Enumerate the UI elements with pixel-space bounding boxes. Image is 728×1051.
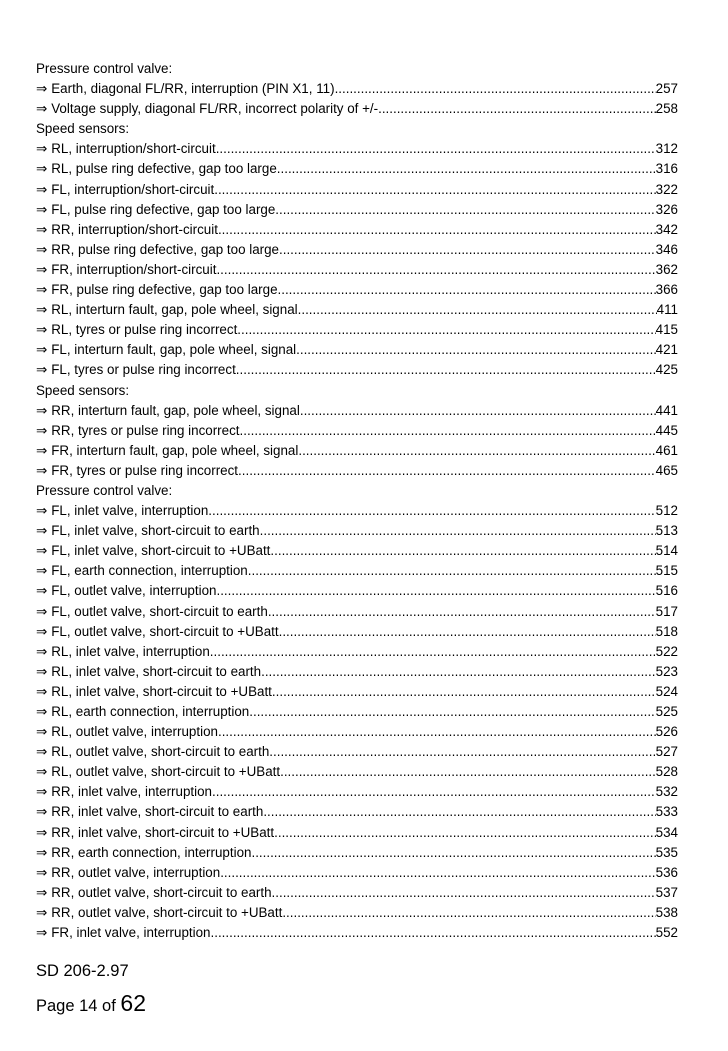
- toc-entry-page: 425: [655, 362, 678, 378]
- arrow-icon: ⇒: [36, 563, 48, 579]
- toc-entry: [36, 320, 678, 340]
- toc-entry-page: 312: [655, 141, 678, 157]
- arrow-icon: ⇒: [36, 704, 48, 719]
- toc-entry-page: 532: [655, 784, 678, 800]
- toc-entry: [36, 642, 678, 662]
- toc-entry-page: 537: [655, 884, 678, 900]
- toc-entry: [36, 461, 678, 481]
- toc-entry-label: FR, inlet valve, interruption: [51, 925, 211, 941]
- toc-entry: [36, 883, 678, 903]
- toc-entry-label: RL, tyres or pulse ring incorrect: [51, 322, 238, 338]
- toc-entry: [36, 441, 678, 461]
- toc-entry: [36, 180, 678, 200]
- toc-entry-page: 516: [655, 583, 678, 599]
- toc-entry-label: RL, interturn fault, gap, pole wheel, signal: [51, 302, 298, 318]
- arrow-icon: ⇒: [36, 442, 48, 458]
- dot-leader: [277, 159, 656, 179]
- toc-entry: [36, 401, 678, 421]
- arrow-icon: ⇒: [36, 683, 48, 699]
- arrow-icon: ⇒: [36, 523, 48, 539]
- dot-leader: [261, 662, 656, 682]
- arrow-icon: ⇒: [36, 181, 48, 197]
- dot-leader: [270, 541, 655, 561]
- dot-leader: [248, 561, 656, 581]
- toc-entry-page: 525: [655, 704, 678, 719]
- dot-leader: [238, 461, 656, 481]
- toc-entry: [36, 240, 678, 260]
- dot-leader: [218, 220, 656, 240]
- dot-leader: [274, 823, 656, 843]
- toc-list: [36, 59, 678, 943]
- toc-entry-page: 346: [655, 241, 678, 257]
- toc-entry-label: RL, pulse ring defective, gap too large: [51, 161, 277, 177]
- toc-entry: [36, 501, 678, 521]
- arrow-icon: ⇒: [36, 201, 48, 217]
- dot-leader: [335, 79, 656, 99]
- arrow-icon: ⇒: [36, 804, 48, 820]
- toc-entry-label: FR, pulse ring defective, gap too large: [51, 282, 278, 298]
- dot-leader: [214, 180, 655, 200]
- dot-leader: [218, 722, 656, 742]
- toc-entry-page: 535: [655, 844, 678, 860]
- toc-entry: [36, 823, 678, 843]
- toc-entry: [36, 200, 678, 220]
- arrow-icon: ⇒: [36, 302, 48, 318]
- toc-entry-page: 552: [655, 925, 678, 941]
- toc-entry-label: FL, interturn fault, gap, pole wheel, signal: [51, 342, 297, 358]
- toc-entry-page: 415: [655, 322, 678, 338]
- toc-entry: [36, 139, 678, 159]
- toc-entry-page: 445: [655, 422, 678, 438]
- toc-entry-label: FL, outlet valve, short-circuit to earth: [51, 603, 268, 619]
- dot-leader: [298, 441, 655, 461]
- arrow-icon: ⇒: [36, 221, 48, 237]
- arrow-icon: ⇒: [36, 864, 48, 880]
- arrow-icon: ⇒: [36, 141, 48, 157]
- toc-entry-label: RL, inlet valve, short-circuit to +UBatt: [51, 683, 272, 699]
- toc-entry-label: FL, inlet valve, short-circuit to +UBatt: [51, 543, 271, 559]
- toc-entry-label: RR, interturn fault, gap, pole wheel, signal: [51, 402, 300, 418]
- toc-entry: [36, 541, 678, 561]
- page-indicator-prefix: Page 14 of: [36, 997, 121, 1015]
- toc-entry-label: RR, inlet valve, short-circuit to earth: [51, 804, 264, 820]
- dot-leader: [216, 260, 655, 280]
- dot-leader: [280, 762, 656, 782]
- toc-entry-label: RL, outlet valve, interruption: [51, 724, 218, 740]
- toc-entry: [36, 782, 678, 802]
- toc-entry-label: RR, outlet valve, short-circuit to earth: [51, 884, 272, 900]
- section-heading: Speed sensors:: [36, 382, 130, 398]
- toc-entry: [36, 561, 678, 581]
- toc-entry-label: Earth, diagonal FL/RR, interruption (PIN X1, 11): [51, 81, 335, 97]
- toc-entry: [36, 360, 678, 380]
- dot-leader: [216, 581, 655, 601]
- arrow-icon: ⇒: [36, 925, 48, 941]
- arrow-icon: ⇒: [36, 462, 48, 478]
- toc-entry-page: 342: [655, 221, 678, 237]
- dot-leader: [378, 99, 656, 119]
- toc-entry-label: FL, tyres or pulse ring incorrect: [51, 362, 236, 378]
- dot-leader: [279, 622, 656, 642]
- toc-entry-label: RR, inlet valve, short-circuit to +UBatt: [51, 824, 275, 840]
- toc-entry-page: 526: [655, 724, 678, 740]
- toc-entry-label: RR, tyres or pulse ring incorrect: [51, 422, 240, 438]
- toc-entry: [36, 99, 678, 119]
- toc-entry-page: 366: [655, 282, 678, 298]
- section-heading: Pressure control valve:: [36, 482, 173, 498]
- toc-entry-page: 524: [655, 683, 678, 699]
- dot-leader: [249, 702, 655, 722]
- arrow-icon: ⇒: [36, 282, 48, 298]
- toc-entry-label: FL, interruption/short-circuit: [51, 181, 215, 197]
- dot-leader: [251, 843, 655, 863]
- toc-entry: [36, 340, 678, 360]
- arrow-icon: ⇒: [36, 904, 48, 920]
- dot-leader: [272, 682, 656, 702]
- toc-entry: [36, 622, 678, 642]
- toc-entry-page: 523: [655, 663, 678, 679]
- toc-entry-page: 533: [655, 804, 678, 820]
- toc-entry: [36, 662, 678, 682]
- page-footer: [36, 960, 336, 1021]
- dot-leader: [296, 340, 656, 360]
- toc-entry: [36, 863, 678, 883]
- dot-leader: [240, 421, 656, 441]
- page-indicator: [36, 988, 336, 1021]
- arrow-icon: ⇒: [36, 884, 48, 900]
- arrow-icon: ⇒: [36, 402, 48, 418]
- toc-entry-label: RR, outlet valve, short-circuit to +UBatt: [51, 904, 283, 920]
- toc-entry-label: RR, inlet valve, interruption: [51, 784, 212, 800]
- toc-entry-page: 257: [655, 81, 678, 97]
- dot-leader: [278, 280, 656, 300]
- arrow-icon: ⇒: [36, 784, 48, 800]
- arrow-icon: ⇒: [36, 724, 48, 740]
- dot-leader: [260, 521, 656, 541]
- toc-entry: [36, 762, 678, 782]
- document-code: SD 206-2.97: [36, 962, 129, 980]
- toc-entry: [36, 300, 678, 320]
- arrow-icon: ⇒: [36, 824, 48, 840]
- toc-entry-page: 362: [655, 261, 678, 277]
- toc-entry-page: 534: [655, 824, 678, 840]
- dot-leader: [208, 501, 655, 521]
- dot-leader: [216, 139, 656, 159]
- toc-entry-label: FL, outlet valve, short-circuit to +UBatt: [51, 623, 279, 639]
- toc-entry-page: 465: [655, 462, 678, 478]
- toc-entry: [36, 280, 678, 300]
- toc-entry-page: 322: [655, 181, 678, 197]
- arrow-icon: ⇒: [36, 543, 48, 559]
- arrow-icon: ⇒: [36, 161, 48, 177]
- toc-entry-label: RR, earth connection, interruption: [51, 844, 252, 860]
- toc-entry-label: RR, outlet valve, interruption: [51, 864, 221, 880]
- toc-entry-page: 258: [655, 101, 678, 117]
- toc-entry-page: 527: [655, 744, 678, 760]
- toc-entry-page: 536: [655, 864, 678, 880]
- arrow-icon: ⇒: [36, 422, 48, 438]
- section-heading: Pressure control valve:: [36, 61, 173, 76]
- toc-entry-label: FR, interturn fault, gap, pole wheel, signal: [51, 442, 299, 458]
- toc-entry: [36, 521, 678, 541]
- toc-entry-page: 441: [655, 402, 678, 418]
- dot-leader: [212, 782, 656, 802]
- toc-entry: [36, 742, 678, 762]
- dot-leader: [236, 360, 656, 380]
- toc-entry: [36, 602, 678, 622]
- toc-entry: [36, 903, 678, 923]
- toc-entry-page: 513: [655, 523, 678, 539]
- arrow-icon: ⇒: [36, 362, 48, 378]
- toc-entry-label: RL, earth connection, interruption: [51, 704, 250, 719]
- toc-entry-label: RL, inlet valve, short-circuit to earth: [51, 663, 262, 679]
- toc-entry-label: FR, interruption/short-circuit: [51, 261, 217, 277]
- toc-entry-page: 421: [655, 342, 678, 358]
- toc-entry-page: 515: [655, 563, 678, 579]
- arrow-icon: ⇒: [36, 322, 48, 338]
- arrow-icon: ⇒: [36, 81, 48, 97]
- toc-entry: [36, 843, 678, 863]
- toc-entry-label: FL, inlet valve, interruption: [51, 503, 209, 519]
- arrow-icon: ⇒: [36, 764, 48, 780]
- arrow-icon: ⇒: [36, 744, 48, 760]
- toc-entry-page: 528: [655, 764, 678, 780]
- toc-entry-label: RL, outlet valve, short-circuit to +UBatt: [51, 764, 281, 780]
- arrow-icon: ⇒: [36, 503, 48, 519]
- arrow-icon: ⇒: [36, 643, 48, 659]
- dot-leader: [279, 240, 656, 260]
- toc-entry: [36, 220, 678, 240]
- dot-leader: [272, 883, 656, 903]
- toc-entry-label: FL, inlet valve, short-circuit to earth: [51, 523, 260, 539]
- arrow-icon: ⇒: [36, 623, 48, 639]
- toc-entry: [36, 421, 678, 441]
- dot-leader: [298, 300, 657, 320]
- toc-entry-label: FL, pulse ring defective, gap too large: [51, 201, 276, 217]
- toc-entry-label: FL, earth connection, interruption: [51, 563, 248, 579]
- toc-entry: [36, 159, 678, 179]
- toc-entry-page: 538: [655, 904, 678, 920]
- section-heading: Speed sensors:: [36, 121, 130, 137]
- toc-entry-page: 514: [655, 543, 678, 559]
- toc-entry-label: Voltage supply, diagonal FL/RR, incorrect polarity of +/-: [51, 101, 379, 117]
- arrow-icon: ⇒: [36, 844, 48, 860]
- arrow-icon: ⇒: [36, 603, 48, 619]
- toc-entry: [36, 260, 678, 280]
- arrow-icon: ⇒: [36, 261, 48, 277]
- toc-entry-label: FR, tyres or pulse ring incorrect: [51, 462, 239, 478]
- dot-leader: [269, 742, 655, 762]
- arrow-icon: ⇒: [36, 342, 48, 358]
- dot-leader: [237, 320, 655, 340]
- toc-entry-page: 522: [655, 643, 678, 659]
- toc-entry: [36, 722, 678, 742]
- dot-leader: [275, 200, 655, 220]
- dot-leader: [211, 923, 656, 943]
- toc-entry-page: 517: [655, 603, 678, 619]
- toc-entry-label: RR, pulse ring defective, gap too large: [51, 241, 280, 257]
- dot-leader: [210, 642, 656, 662]
- toc-entry-page: 411: [656, 302, 678, 318]
- toc-entry-page: 316: [655, 161, 678, 177]
- arrow-icon: ⇒: [36, 663, 48, 679]
- toc-entry: [36, 79, 678, 99]
- dot-leader: [268, 602, 656, 622]
- toc-entry-page: 518: [655, 623, 678, 639]
- toc-entry-label: RL, inlet valve, interruption: [51, 643, 210, 659]
- toc-entry-label: RL, interruption/short-circuit: [51, 141, 216, 157]
- toc-entry: [36, 702, 678, 722]
- toc-entry: [36, 581, 678, 601]
- toc-entry: [36, 802, 678, 822]
- toc-entry-page: 326: [655, 201, 678, 217]
- toc-entry-label: RL, outlet valve, short-circuit to earth: [51, 744, 270, 760]
- toc-entry-label: RR, interruption/short-circuit: [51, 221, 218, 237]
- dot-leader: [263, 802, 655, 822]
- dot-leader: [220, 863, 655, 883]
- toc-entry-page: 512: [655, 503, 678, 519]
- toc-entry-page: 461: [655, 442, 678, 458]
- arrow-icon: ⇒: [36, 241, 48, 257]
- toc-entry: [36, 682, 678, 702]
- arrow-icon: ⇒: [36, 583, 48, 599]
- toc-entry: [36, 923, 678, 943]
- page-total: 62: [120, 990, 146, 1016]
- dot-leader: [282, 903, 655, 923]
- arrow-icon: ⇒: [36, 101, 48, 117]
- dot-leader: [300, 401, 656, 421]
- toc-entry-label: FL, outlet valve, interruption: [51, 583, 217, 599]
